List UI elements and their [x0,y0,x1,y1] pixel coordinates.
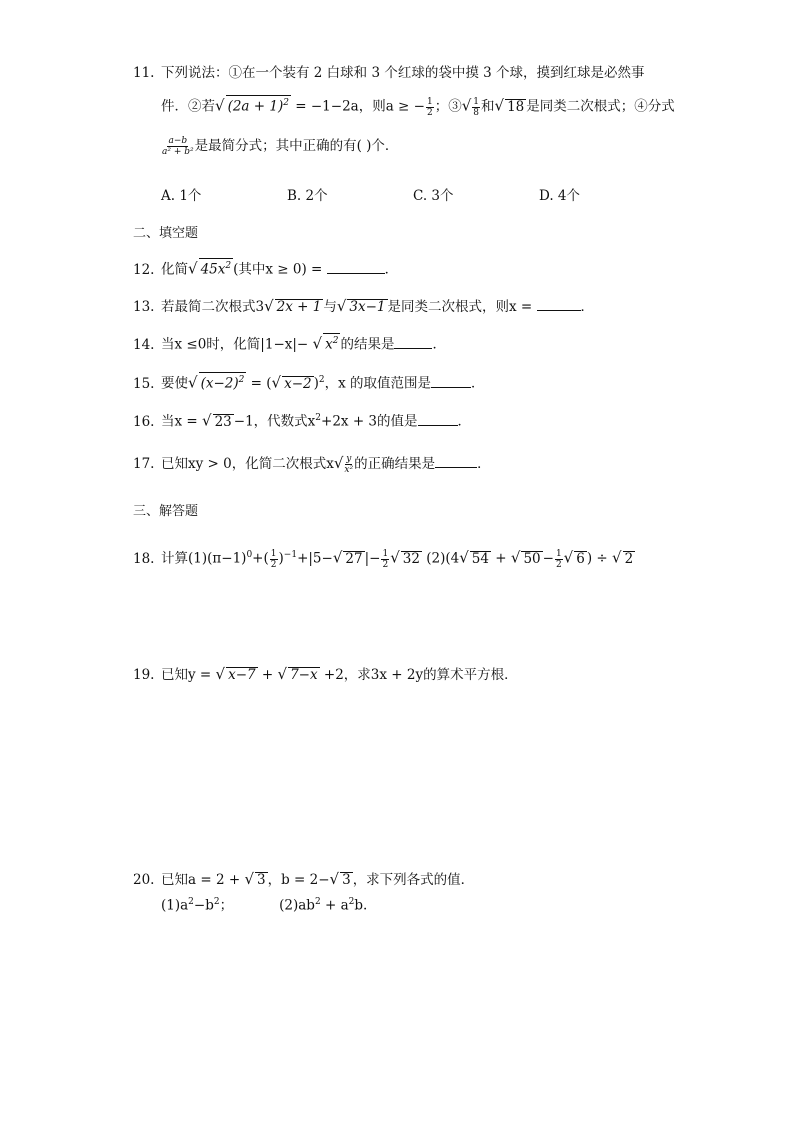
text-segment: ． [471,375,485,392]
text-segment: ． [457,413,472,430]
answer-blank[interactable] [327,261,385,274]
answer-blank[interactable] [394,336,432,349]
text-segment: |− [364,550,381,567]
text-segment: b. [354,897,368,914]
text-segment: ，x 的取值范围是 [324,375,432,392]
question-number: 19. [133,667,155,683]
text-segment: 化简 [161,261,188,278]
text-segment: 当x = [161,413,203,430]
text-segment: 和 [481,98,495,115]
text-segment: + [490,550,511,567]
text-segment: ) ÷ [586,550,612,567]
question-text: 下列说法：①在一个装有 2 白球和 3 个红球的袋中摸 3 个球，摸到红球是必然事 [161,65,645,81]
question-19: 19. 已知y = √ x−7 + √ 7−x +2，求3x + 2y的算术平方根． [133,665,518,683]
question-11-line2: 件．②若√ $(2a + 1)^2 = -1-2a$，则a ≥ − $\frac{1}{2}$ ；③√ $\frac{1}{8}$ 和√ 18 是同类二次根式；④分式 [161,96,675,118]
question-number: 15. [133,375,155,392]
question-20: 20. 已知a = 2 + √ 3 ，b = 2−√ 3 ，求下列各式的值． [133,870,475,888]
fraction: $\frac{y}{\text{x²}}$ [344,454,354,475]
text-segment: 与 [323,299,337,315]
answer-blank[interactable] [537,298,581,311]
text-segment: ) [278,550,284,567]
text-segment: ) [313,375,319,392]
question-14: 14. 当x ≤0时，化简|1−x|− √ $x^2$ 的结果是 ． [133,334,446,353]
section-heading-fill: 二、填空题 [133,226,199,241]
answer-blank[interactable] [418,413,458,426]
text-segment: +2x + 3的值是 [321,413,418,430]
text-segment: +( [252,550,269,567]
question-11-line3 [161,136,398,157]
sqrt-expression: $(2a + 1)^2$ [226,95,291,115]
question-12: 12. 化简√ $45x^2$ (其中x ≥ 0) = ． [133,259,399,278]
text-segment: 的结果是 [340,336,395,353]
text-segment: 若最简二次根式3 [161,299,265,315]
text-segment: 是同类二次根式；④分式 [526,98,675,115]
question-16: 16. 当x = √ 23 −1，代数式$x^2+2x + 3$的值是 ． [133,411,472,430]
text-segment: ； [219,897,234,914]
question-13: 13. 若最简二次根式3√ 2x + 1 与√ 3x−1 是同类二次根式，则x = ． [133,297,595,315]
answer-blank[interactable] [431,375,471,388]
question-number: 11. [133,65,155,81]
question-number: 16. [133,413,155,430]
text-segment: −b [193,897,214,914]
text-segment: 是同类二次根式，则x = [387,299,537,315]
question-number: 13. [133,299,155,315]
question-number: 17. [133,456,155,472]
text-segment: ． [477,456,491,472]
text-segment: (1)a [161,897,189,914]
text-segment: 已知a = 2 + [161,872,245,888]
question-17: 17. 已知xy > 0，化简二次根式x√ $\frac{y}{\text{x²}}$ 的正确结果是 ． [133,454,491,475]
question-18: 18. 计算$(1)(\pi-1)^0+$( $\frac{1}{2}$ )$^{-1}$+|5−√ 27 |− $\frac{1}{2}$ √ 32 (2)(4√ 54 + √ 50 − $\frac{1}{2}$ √ 6 ) ÷ √ 2 [133,548,634,570]
section-heading-solve: 三、解答题 [133,504,199,519]
text-segment: ． [432,336,446,353]
text-segment: (2)ab [279,897,315,914]
text-segment: = ( [250,375,272,392]
text-segment: 已知y = [161,667,216,683]
text-segment: 要使 [161,375,188,392]
question-number: 18. [133,550,155,567]
question-number: 20. [133,872,155,888]
question-11-line1 [133,63,645,83]
text-segment: +|5− [297,550,333,567]
option-d[interactable]: D. 4个 [539,188,581,204]
text-segment: (2)(4 [421,550,460,567]
text-segment: +2，求3x + 2y的算术平方根． [319,667,518,683]
answer-blank[interactable] [435,455,477,468]
text-segment: 的正确结果是 [354,456,436,472]
text-segment: ，求下列各式的值． [352,872,475,888]
text-segment: (其中x ≥ 0) = [233,261,327,278]
question-20-parts: $(1)a^2-b^2$； $(2)ab^2 + a^2b$. [161,897,368,914]
option-c[interactable]: C. 3个 [413,188,454,204]
fraction: $\frac{1}{2}$ [426,96,433,118]
text-segment: ；③ [434,98,462,115]
text-segment: 计算(1)(π−1) [161,550,247,567]
text-segment: ． [580,299,595,315]
fraction: $\frac{a-b}{\text{a² + b²}}$ [162,136,194,157]
text-segment: ，b = 2− [267,872,330,888]
option-a[interactable]: A. 1个 [161,188,202,204]
text-segment: + a [320,897,349,914]
text-segment: ． [384,261,399,278]
fraction: $\frac{1}{8}$ [473,96,479,118]
option-b[interactable]: B. 2个 [287,188,328,204]
question-number: 12. [133,261,155,278]
text-segment: 当x ≤0时，化简|1−x|− [161,336,313,353]
text-segment: + [257,667,278,683]
text-segment: 是最简分式；其中正确的有( )个． [194,138,399,154]
text-segment: 已知xy > 0，化简二次根式x [161,456,334,472]
text-segment: = −1−2a，则a ≥ − [295,98,425,115]
question-15: 15. 要使√ $(x-2)^2$ = (√ x−2 )$^2$，x 的取值范围是 ． [133,373,485,392]
question-number: 14. [133,336,155,353]
text-segment: 件．②若 [161,98,215,115]
text-segment: − [542,550,554,567]
text-segment: −1，代数式x [233,413,316,430]
